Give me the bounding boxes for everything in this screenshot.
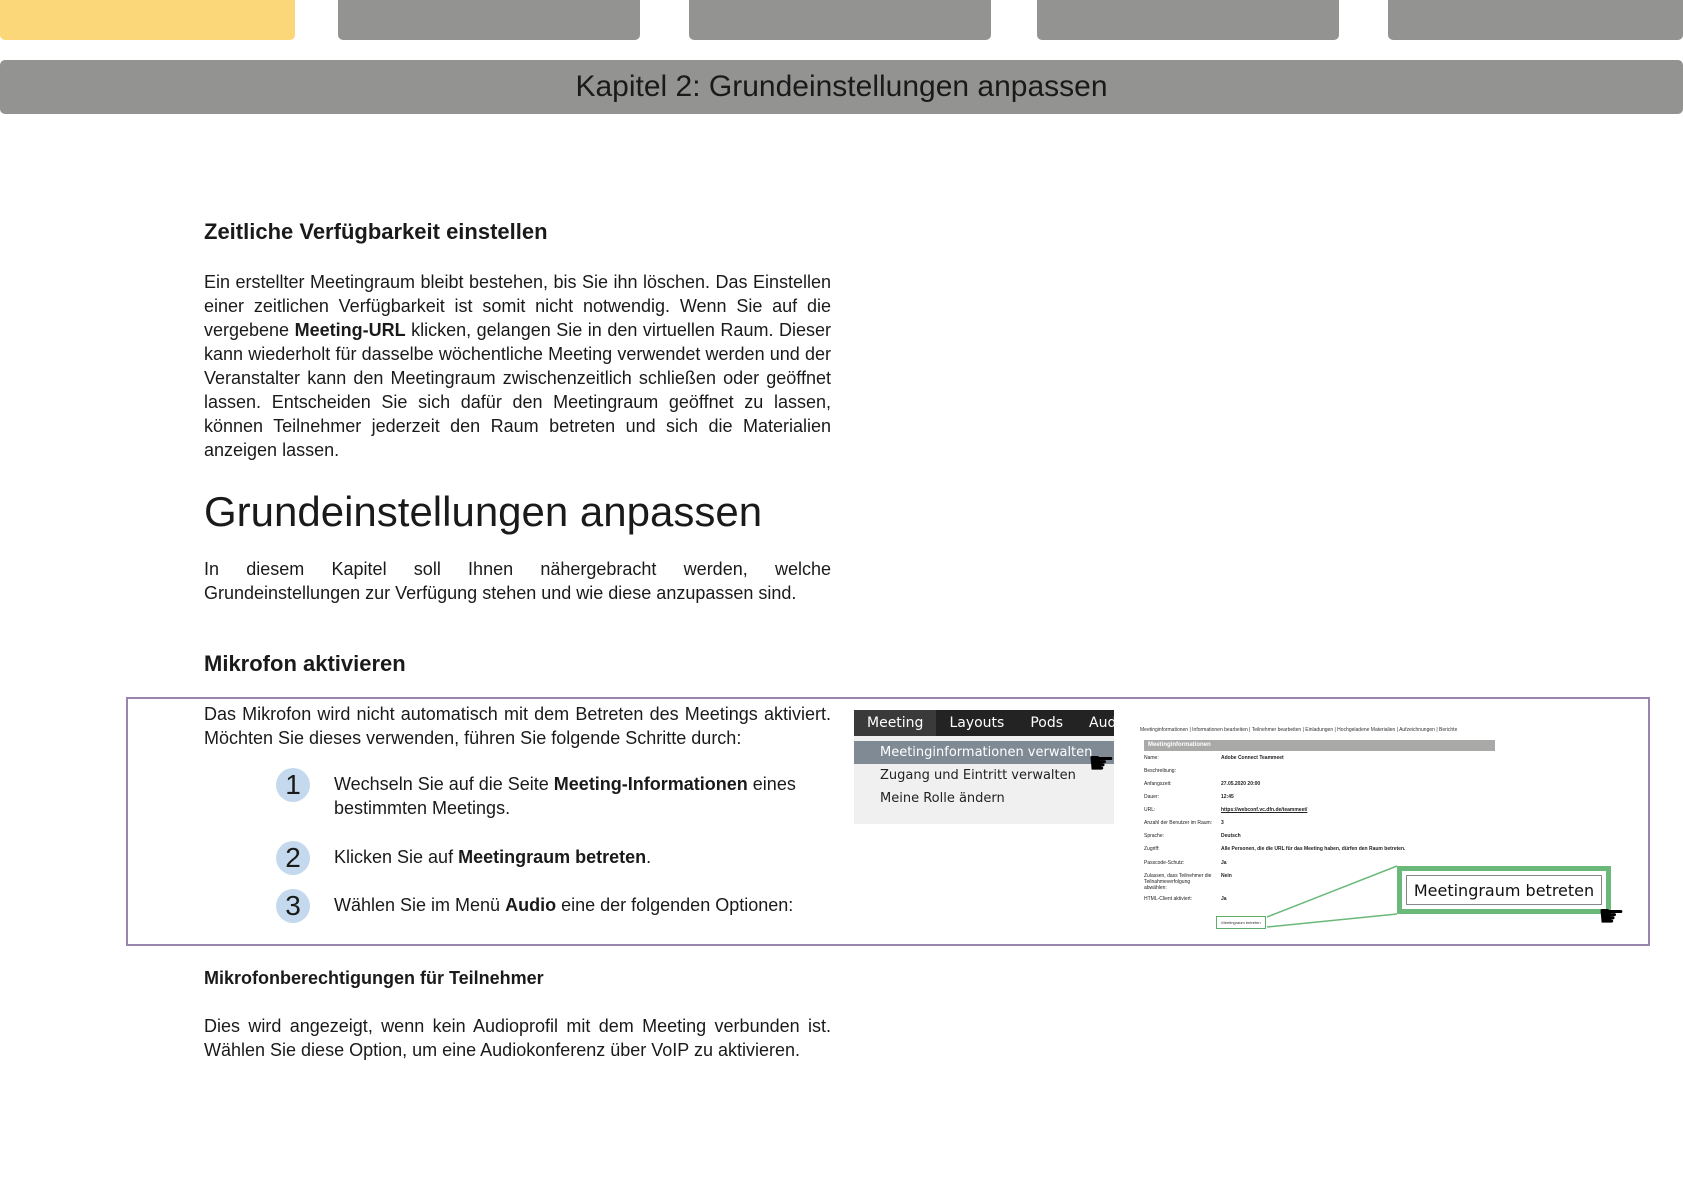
menu-layouts[interactable]: Layouts [949, 715, 1005, 731]
step-text: Wählen Sie im Menü Audio eine der folgenden Optionen: [334, 895, 794, 915]
hand-pointer-icon: ☛ [1088, 747, 1115, 780]
section-heading-mic-permissions: Mikrofonberechtigungen für Teilnehmer [204, 968, 544, 988]
info-row-value: Alle Personen, die die URL für das Meeting haben, dürfen den Raum betreten. [1221, 846, 1406, 852]
enter-room-zoom-highlight [1397, 866, 1611, 914]
section-heading-availability: Zeitliche Verfügbarkeit einstellen [204, 219, 548, 244]
info-row-label: Zugriff: [1144, 846, 1160, 852]
info-row-value: 12:45 [1221, 794, 1234, 800]
meeting-url-term: Meeting-URL [294, 320, 406, 340]
callout-line-bottom [1267, 914, 1397, 927]
info-row-label: Anzahl der Benutzer im Raum: [1144, 820, 1213, 826]
info-row-label: URL: [1144, 807, 1156, 813]
info-row-label: HTML-Client aktiviert: [1144, 896, 1193, 902]
paragraph-text: Ein erstellter Meetingraum bleibt bestehen, bis Sie ihn löschen. Das Einstellen einer zeitlichen Verfügbarkeit ist somit nicht notwendig. Wenn Sie auf die vergebene [204, 272, 831, 340]
callout-line-top [1267, 866, 1397, 917]
info-row-label: Sprache: [1144, 833, 1165, 839]
info-row-label: Beschreibung: [1144, 768, 1176, 774]
menu-pods[interactable]: Pods [1030, 715, 1064, 731]
info-row-value: 27.05.2020 20:00 [1221, 781, 1261, 787]
info-row-value: Adobe Connect Teammeet [1221, 755, 1284, 761]
section-heading-microphone: Mikrofon aktivieren [204, 651, 406, 676]
info-row-value: Deutsch [1221, 833, 1241, 839]
section-paragraph-basic-settings: In diesem Kapitel soll Ihnen nähergebracht werden, welche Grundeinstellungen zur Verfügung stehen und wie diese anzupassen sind. [204, 559, 831, 603]
menu-meeting[interactable]: Meeting [854, 710, 936, 736]
section-paragraph-mic-permissions: Dies wird angezeigt, wenn kein Audioprofil mit dem Meeting verbunden ist. Wählen Sie diese Option, um eine Audiokonferenz über VoIP zu aktivieren. [204, 1016, 831, 1060]
info-row-label: Anfangszeit: [1144, 781, 1172, 787]
menu-audio[interactable]: Audi [1089, 715, 1121, 731]
paragraph-text: klicken, gelangen Sie in den virtuellen Raum. Dieser kann wiederholt für dasselbe wöchentliche Meeting verwendet werden und der Veranstalter kann den Meetingraum zwischenzeitlich schließen oder geöffnet lassen. Entscheiden Sie sich dafür den Meetingraum geöffnet zu lassen, können Teilnehmer jederzeit den Raum betreten und sich die Materialien anzeigen lassen. [204, 320, 831, 460]
menu-item-change-role[interactable]: Meine Rolle ändern [880, 791, 1005, 806]
step-number: 1 [276, 768, 310, 802]
info-row-label: Zulassen, dass Teilnehmer die Teilnahmeverfolgung abwählen: [1144, 873, 1212, 891]
info-row-value[interactable]: https://webconf.vc.dfn.de/teammeet/ [1221, 807, 1308, 813]
info-header: Meetinginformationen [1144, 740, 1495, 751]
info-row-label: Name: [1144, 755, 1159, 761]
enter-room-small-button[interactable]: Meetingraum betreten [1216, 916, 1266, 929]
hand-pointer-icon: ☛ [1598, 900, 1625, 933]
menu-item-manage-info[interactable]: Meetinginformationen verwalten [854, 741, 1114, 764]
info-nav-links: Meetinginformationen | Informationen bearbeiten | Teilnehmer bearbeiten | Einladungen | Hochgeladene Materialien | Aufzeichnungen | Berichte [1140, 727, 1458, 733]
menu-item-manage-access[interactable]: Zugang und Eintritt verwalten [880, 768, 1076, 783]
microphone-intro: Das Mikrofon wird nicht automatisch mit dem Betreten des Meetings aktiviert. Möchten Sie dieses verwenden, führen Sie folgende Schritte durch: [204, 704, 831, 748]
step-number: 3 [276, 889, 310, 923]
step-text: Klicken Sie auf Meetingraum betreten. [334, 847, 652, 867]
info-row-value: Ja [1221, 896, 1227, 902]
info-row-label: Passcode-Schutz: [1144, 860, 1185, 866]
chapter-title: Kapitel 2: Grundeinstellungen anpassen [575, 70, 1108, 103]
step-number: 2 [276, 841, 310, 875]
info-row-label: Dauer: [1144, 794, 1160, 800]
step-text: Wechseln Sie auf die Seite Meeting-Informationen eines bestimmten Meetings. [334, 774, 796, 818]
info-row-value: 3 [1221, 820, 1224, 826]
enter-room-button[interactable]: Meetingraum betreten [1406, 875, 1602, 905]
info-row-value: Nein [1221, 873, 1232, 879]
info-row-value: Ja [1221, 860, 1227, 866]
section-title-basic-settings: Grundeinstellungen anpassen [204, 488, 763, 535]
